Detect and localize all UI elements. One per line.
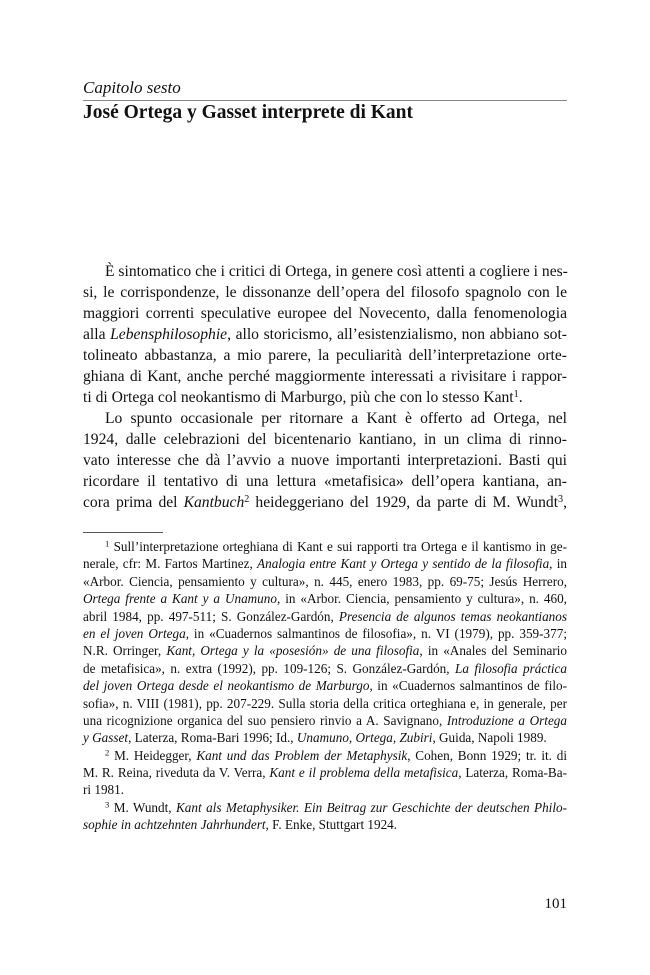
footnote-ref: 3 <box>558 493 564 505</box>
text: maggiori correnti speculative europee del Novecento, dalla fenomenologia <box>83 305 567 322</box>
footnote-line <box>83 695 567 712</box>
text: una ricognizione organica del suo pensiero rinvio a A. Savignano, <box>83 712 447 728</box>
text: M. Heidegger, <box>109 747 197 763</box>
text: 1924, dalle celebrazioni del bicentenario kantiano, in un clima di rinno- <box>83 431 567 448</box>
body-line <box>83 387 567 408</box>
footnote-line <box>83 642 567 659</box>
body-line <box>83 408 567 429</box>
text: Sull’interpretazione orteghiana di Kant e sui rapporti tra Ortega e il kantismo in ge- <box>109 539 567 554</box>
italic-text: La filosofia práctica <box>455 660 568 676</box>
italic-text: del joven Ortega desde el neokantismo de Marburgo <box>83 678 370 694</box>
text: ghiana di Kant, anche perché maggiormente interessati a rivisitare i rappor- <box>83 368 567 385</box>
text: , in «Cuadernos salmantinos de filosofia», n. VI (1979), pp. 359-377; <box>185 625 567 641</box>
text: , in «Anales del Seminario <box>419 643 567 659</box>
footnote-ref: 3 <box>105 799 110 810</box>
footnote-line <box>83 764 567 781</box>
body-line <box>83 366 567 387</box>
text: alla <box>83 326 111 343</box>
footnote-ref: 1 <box>513 388 519 400</box>
text: de metafisica», n. extra (1992), pp. 109-126; S. González-Gardón, <box>83 660 455 676</box>
footnote-line <box>83 608 567 625</box>
footnote-line <box>83 677 567 694</box>
footnote-ref: 2 <box>105 747 110 758</box>
text: vato interesse che dà l’avvio a nuove importanti interpretazioni. Basti qui <box>83 452 567 469</box>
text: Lo spunto occasionale per ritornare a Kant è offerto ad Ortega, nel <box>105 410 567 427</box>
body-line <box>83 261 567 282</box>
text: M. Wundt, <box>109 799 176 815</box>
italic-text: sophie in achtzehnten Jahrhundert <box>83 817 266 833</box>
text: , allo storicismo, all’esistenzialismo, non abbiano sot- <box>227 326 568 343</box>
italic-text: en el joven Ortega <box>83 625 186 641</box>
text: cora prima del <box>83 494 184 511</box>
body-line <box>83 324 567 345</box>
text: , <box>563 494 567 511</box>
footnotes <box>83 538 567 834</box>
text: heideggeriano del 1929, da parte di M. Wundt <box>249 494 559 511</box>
text: tolineato abbastanza, a mio parere, la peculiarità dell’interpretazione orte- <box>83 347 567 364</box>
italic-text: Kant als Metaphysiker. Ein Beitrag zur Geschichte der deutschen Philo- <box>176 799 567 815</box>
footnote-line <box>83 538 567 555</box>
italic-text: y Gasset <box>83 730 129 746</box>
body-line <box>83 345 567 366</box>
italic-text: Introduzione a Ortega <box>446 712 567 728</box>
chapter-title: José Ortega y Gasset interprete di Kant <box>83 102 413 123</box>
text: , Laterza, Roma-Bari 1996; Id., <box>128 730 297 746</box>
italic-text: Kantbuch <box>183 494 245 511</box>
text: si, le corrispondenze, le dissonanze dell’opera del filosofo spagnolo con le <box>83 284 567 301</box>
text: , in «Arbor. Ciencia, pensamiento y cultura», n. 460, <box>276 591 567 607</box>
text: nerale, cfr: M. Fartos Martinez, <box>83 556 258 572</box>
footnote-line <box>83 573 567 590</box>
footnote-line <box>83 816 567 833</box>
body-line <box>83 303 567 324</box>
footnote-line <box>83 781 567 798</box>
text: ricordare il tentativo di una lettura «metafisica» dell’opera kantiana, an- <box>83 473 567 490</box>
text: sofia», n. VIII (1981), pp. 207-229. Sulla storia della critica orteghiana e, in generale, per <box>83 695 567 711</box>
footnote-line <box>83 729 567 746</box>
footnote-line <box>83 747 567 764</box>
footnote-line <box>83 660 567 677</box>
body-line <box>83 282 567 303</box>
footnote-ref: 2 <box>244 493 250 505</box>
footnote-separator <box>83 532 163 533</box>
text: , Cohen, Bonn 1929; tr. it. di <box>407 747 567 763</box>
text: , in <box>549 556 567 572</box>
italic-text: Kant und das Problem der Metaphysik <box>196 747 408 763</box>
text: . <box>518 389 523 406</box>
header-rule <box>83 100 567 101</box>
body-line <box>83 450 567 471</box>
text: M. R. Reina, riveduta da V. Verra, <box>83 765 270 781</box>
body-text <box>83 261 567 513</box>
italic-text: Analogia entre Kant y Ortega y sentido de la filosofia <box>257 556 550 572</box>
text: , F. Enke, Stuttgart 1924. <box>265 817 398 833</box>
text: , in «Cuadernos salmantinos de filo- <box>369 678 568 694</box>
text: N.R. Orringer, <box>83 643 167 659</box>
body-line <box>83 492 567 513</box>
italic-text: Ortega frente a Kant y a Unamuno <box>83 591 277 607</box>
italic-text: Kant, Ortega y la «posesión» de una filosofia <box>166 643 420 659</box>
italic-text: Kant e il problema della metafisica <box>269 765 459 781</box>
italic-text: Presencia de algunos temas neokantianos <box>338 608 568 624</box>
body-line <box>83 429 567 450</box>
italic-text: Unamuno, Ortega, Zubiri <box>296 730 433 746</box>
page-number: 101 <box>544 896 567 912</box>
footnote-line <box>83 590 567 607</box>
text: «Arbor. Ciencia, pensamiento y cultura», n. 445, enero 1983, pp. 69-75; Jesús Herrero, <box>83 573 567 589</box>
footnote-line <box>83 625 567 642</box>
footnote-line <box>83 555 567 572</box>
text: abril 1984, pp. 497-511; S. González-Gardón, <box>83 608 339 624</box>
footnote-ref: 1 <box>105 538 110 549</box>
text: , Laterza, Roma-Ba- <box>458 765 567 781</box>
body-line <box>83 471 567 492</box>
text: È sintomatico che i critici di Ortega, in genere così attenti a cogliere i nes- <box>105 263 568 280</box>
text: ri 1981. <box>83 782 125 798</box>
text: , Guida, Napoli 1989. <box>432 730 547 746</box>
chapter-label: Capitolo sesto <box>83 78 181 97</box>
footnote-line <box>83 799 567 816</box>
text: ti di Ortega col neokantismo di Marburgo, più che con lo stesso Kant <box>83 389 514 406</box>
italic-text: Lebensphilosophie <box>110 326 228 343</box>
footnote-line <box>83 712 567 729</box>
